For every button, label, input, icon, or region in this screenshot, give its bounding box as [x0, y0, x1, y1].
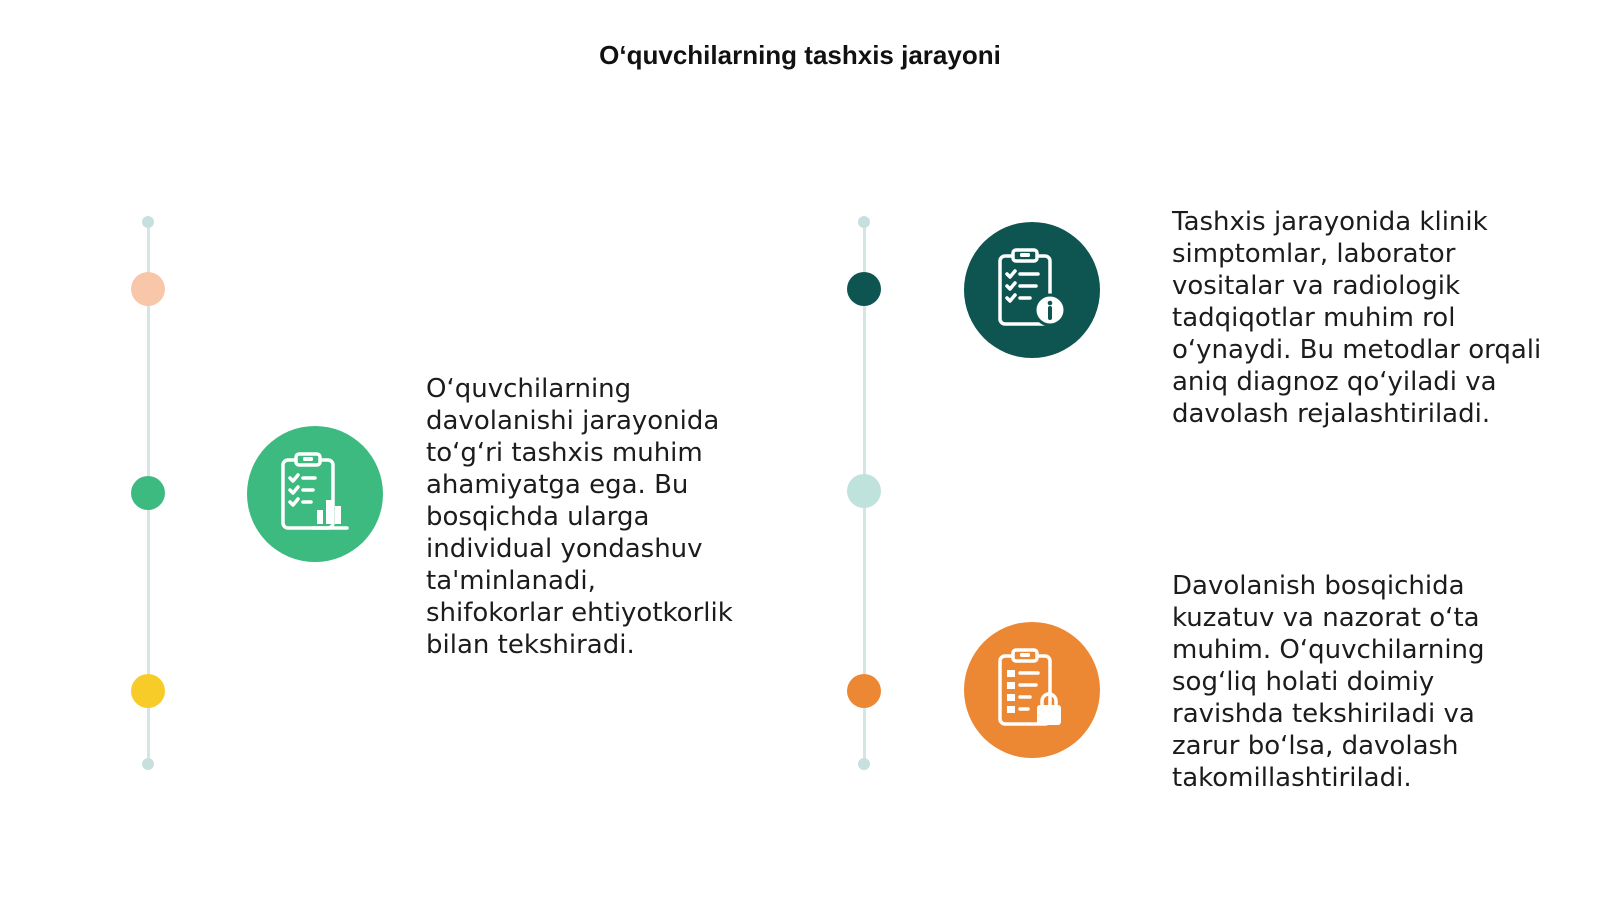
step-1-line: to‘g‘ri tashxis muhim	[426, 438, 703, 468]
step-3-line: ravishda tekshiriladi va	[1172, 699, 1475, 729]
step-2-line: aniq diagnoz qo‘yiladi va	[1172, 367, 1497, 397]
step-3-line: kuzatuv va nazorat o‘ta	[1172, 603, 1480, 633]
step-2-line: tadqiqotlar muhim rol	[1172, 303, 1456, 333]
step-1-line: O‘quvchilarning	[426, 374, 632, 404]
yellow-node	[131, 674, 165, 708]
right-timeline-bottom-endcap	[858, 758, 870, 770]
step-3-line: Davolanish bosqichida	[1172, 571, 1465, 601]
light-teal-node	[847, 474, 881, 508]
step-1-line: bilan tekshiradi.	[426, 630, 635, 660]
step-3-line: takomillashtiriladi.	[1172, 763, 1412, 793]
green-node	[131, 476, 165, 510]
step-1-line: davolanishi jarayonida	[426, 406, 720, 436]
step-3-line: zarur bo‘lsa, davolash	[1172, 731, 1459, 761]
right-timeline-top-endcap	[858, 216, 870, 228]
peach-node	[131, 272, 165, 306]
clipboard-chart-icon	[247, 426, 383, 562]
step-3-line: sog‘liq holati doimiy	[1172, 667, 1435, 697]
clipboard-info-icon	[964, 222, 1100, 358]
orange-node	[847, 674, 881, 708]
step-1-line: shifokorlar ehtiyotkorlik	[426, 598, 733, 628]
step-3-description	[1172, 570, 1582, 794]
step-2-line: Tashxis jarayonida klinik	[1172, 207, 1488, 237]
step-2-description	[1172, 206, 1582, 430]
page-title: O‘quvchilarning tashxis jarayoni	[599, 40, 1001, 70]
dark-teal-node	[847, 272, 881, 306]
step-2-line: simptomlar, laborator	[1172, 239, 1456, 269]
step-2-line: o‘ynaydi. Bu metodlar orqali	[1172, 335, 1542, 365]
left-timeline-top-endcap	[142, 216, 154, 228]
step-1-line: bosqichda ularga	[426, 502, 650, 532]
clipboard-lock-icon	[964, 622, 1100, 758]
step-2-line: davolash rejalashtiriladi.	[1172, 399, 1491, 429]
left-timeline-bottom-endcap	[142, 758, 154, 770]
step-1-line: ahamiyatga ega. Bu	[426, 470, 689, 500]
step-1-description	[426, 373, 786, 661]
step-2-line: vositalar va radiologik	[1172, 271, 1461, 301]
step-1-line: individual yondashuv	[426, 534, 703, 564]
step-1-line: ta'minlanadi,	[426, 566, 596, 596]
step-3-line: muhim. O‘quvchilarning	[1172, 635, 1485, 665]
